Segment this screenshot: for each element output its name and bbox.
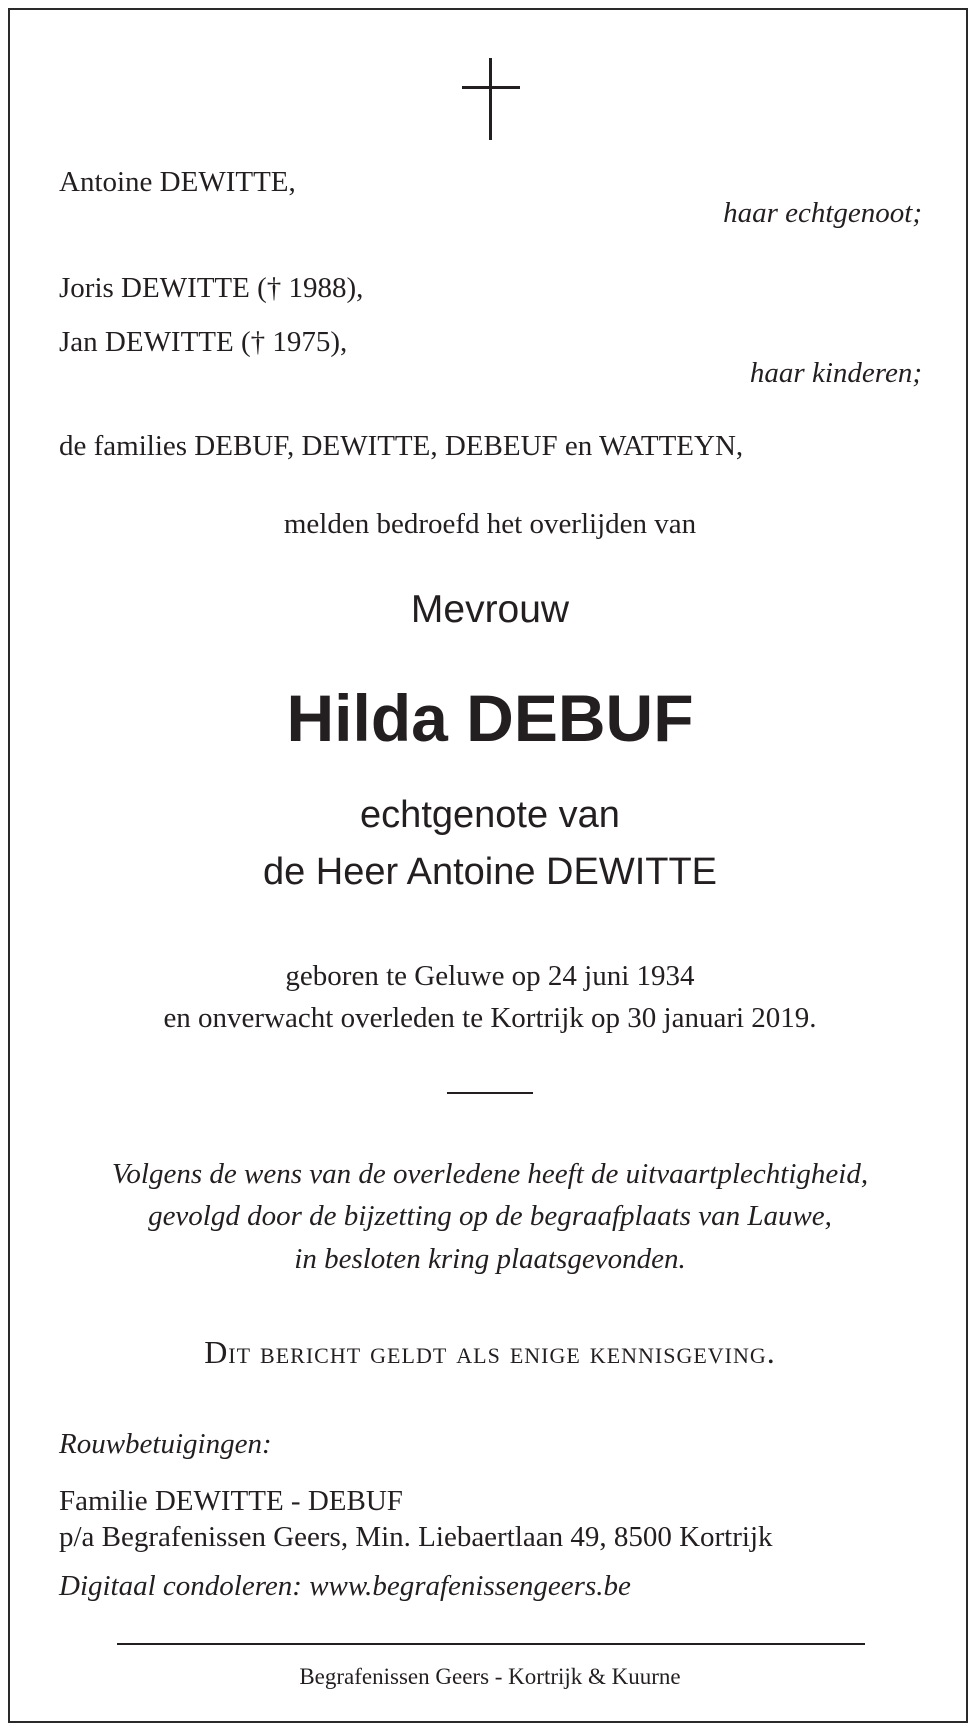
children-role: haar kinderen;	[749, 357, 922, 389]
child-2: Jan DEWITTE († 1975),	[59, 326, 348, 358]
intro-line: melden bedroefd het overlijden van	[283, 508, 697, 540]
birth-line: geboren te Geluwe op 24 juni 1934	[285, 960, 695, 992]
condolences-digital: Digitaal condoleren: www.begrafenissengeers.be	[59, 1570, 631, 1602]
death-line: en onverwacht overleden te Kortrijk op 30 januari 2019.	[163, 1002, 817, 1034]
notice-line: Dit bericht geldt als enige kennisgeving.	[204, 1334, 776, 1370]
deceased-name: Hilda DEBUF	[286, 681, 694, 755]
condolences-heading: Rouwbetuigingen:	[59, 1428, 272, 1460]
relation-line-1: echtgenote van	[360, 794, 620, 836]
cross-icon-bar	[462, 86, 520, 89]
salutation: Mevrouw	[410, 588, 570, 631]
spouse-name: Antoine DEWITTE,	[59, 166, 296, 198]
child-1: Joris DEWITTE († 1988),	[59, 272, 364, 304]
footer-undertaker: Begrafenissen Geers - Kortrijk & Kuurne	[299, 1664, 681, 1689]
cross-icon	[489, 58, 492, 140]
footer-divider	[117, 1643, 865, 1645]
condolences-address: p/a Begrafenissen Geers, Min. Liebaertlaan 49, 8500 Kortrijk	[59, 1521, 773, 1553]
funeral-line-1: Volgens de wens van de overledene heeft de uitvaartplechtigheid,	[111, 1158, 869, 1190]
relation-line-2: de Heer Antoine DEWITTE	[262, 851, 718, 893]
spouse-role: haar echtgenoot;	[723, 197, 922, 229]
funeral-line-3: in besloten kring plaatsgevonden.	[294, 1243, 686, 1275]
families-line: de families DEBUF, DEWITTE, DEBEUF en WATTEYN,	[59, 430, 744, 462]
condolences-family: Familie DEWITTE - DEBUF	[59, 1485, 403, 1517]
divider	[447, 1092, 533, 1094]
funeral-line-2: gevolgd door de bijzetting op de begraafplaats van Lauwe,	[148, 1200, 832, 1232]
